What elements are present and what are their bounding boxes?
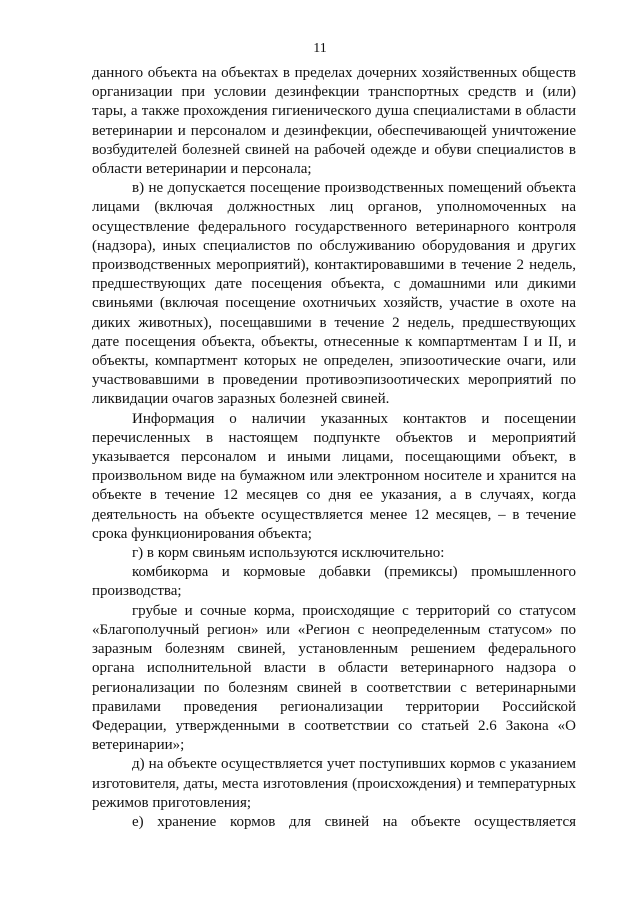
- paragraph-compound-feed: комбикорма и кормовые добавки (премиксы) промышленного производства;: [92, 564, 576, 600]
- paragraph-continuation: данного объекта на объектах в пределах дочерних хозяйственных обществ организации при условии дезинфекции транспортных средств и (или) тары, а также прохождения гигиенического душа специалистами в области ветеринарии и персоналом и дезинфекции, обеспечивающей уничтожение возбудителей болезней свиней на рабочей одежде и обуви специалистов в области ветеринарии и персонала;: [92, 65, 576, 178]
- paragraph-contact-information: Информация о наличии указанных контактов и посещении перечисленных в настоящем подпункте объектов и мероприятий указывается персоналом и иными лицами, посещающими объект, в произвольном виде на бумажном или электронном носителе и хранится на объекте в течение 12 месяцев со дня ее указания, а в случаях, когда деятельность на объекте осуществляется менее 12 месяцев, – в течение срока функционирования объекта;: [92, 410, 576, 542]
- paragraph-roughage: грубые и сочные корма, происходящие с территорий со статусом «Благополучный регион» или «Регион с неопределенным статусом» по заразным болезням свиней, установленным решением федерального органа исполнительной власти в области ветеринарного надзора о регионализации по болезням свиней в соответствии с ветеринарными правилами проведения регионализации территории Российской Федерации, утвержденными в соответствии со статьей 2.6 Закона «О ветеринарии»;: [92, 602, 576, 754]
- paragraph-item-e: е) хранение кормов для свиней на объекте осуществляется: [132, 813, 576, 830]
- paragraph-item-g: г) в корм свиньям используются исключительно:: [132, 545, 445, 562]
- paragraph-item-v: в) не допускается посещение производственных помещений объекта лицами (включая должностных лиц органов, уполномоченных на осуществление федерального государственного ветеринарного контроля (надзора), иных специалистов по обслуживанию оборудования и других производственных мероприятий), контактировавшими в течение 2 недель, предшествующих дате посещения объекта, с домашними или дикими свиньями (включая посещение охотничьих хозяйств, участие в охоте на диких животных), посещавшими в течение 2 недель, предшествующих дате посещения объекта, объекты, отнесенные к компартментам I и II, и объекты, компартмент которых не определен, эпизоотические очаги, или участвовавшими в проведении противоэпизоотических мероприятий по ликвидации очагов заразных болезней свиней.: [92, 180, 576, 408]
- document-body: [92, 64, 576, 832]
- paragraph-item-d: д) на объекте осуществляется учет поступивших кормов с указанием изготовителя, даты, места изготовления (происхождения) и температурных режимов приготовления;: [92, 756, 576, 811]
- page-number: 11: [313, 41, 327, 56]
